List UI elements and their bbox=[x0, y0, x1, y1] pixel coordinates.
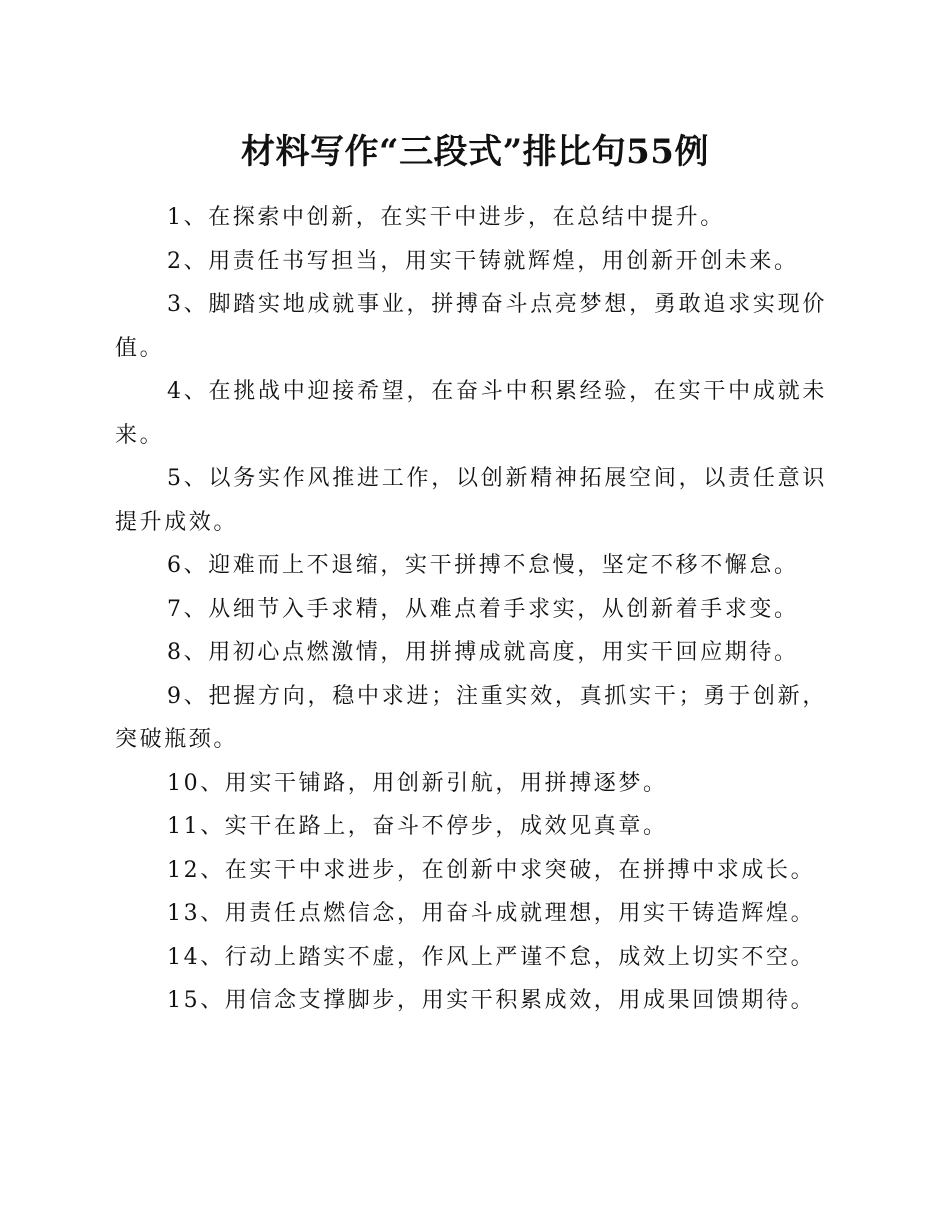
list-item: 5、以务实作风推进工作，以创新精神拓展空间，以责任意识提升成效。 bbox=[115, 466, 827, 535]
document-title: 材料写作“三段式”排比句55例 bbox=[241, 132, 709, 172]
list-item: 8、用初心点燃激情，用拼搏成就高度，用实干回应期待。 bbox=[167, 640, 799, 665]
list-item: 10、用实干铺路，用创新引航，用拼搏逐梦。 bbox=[167, 770, 668, 796]
list-item: 12、在实干中求进步，在创新中求突破，在拼搏中求成长。 bbox=[167, 857, 816, 883]
list-item: 7、从细节入手求精，从难点着手求实，从创新着手求变。 bbox=[167, 596, 799, 622]
list-item: 13、用责任点燃信念，用奋斗成就理想，用实干铸造辉煌。 bbox=[167, 901, 816, 926]
list-item: 15、用信念支撑脚步，用实干积累成效，用成果回馈期待。 bbox=[167, 988, 816, 1013]
list-item: 2、用责任书写担当，用实干铸就辉煌，用创新开创未来。 bbox=[167, 248, 799, 274]
list-item: 3、脚踏实地成就事业，拼搏奋斗点亮梦想，勇敢追求实现价值。 bbox=[115, 292, 827, 361]
list-item: 11、实干在路上，奋斗不停步，成效见真章。 bbox=[167, 814, 668, 839]
list-item: 1、在探索中创新，在实干中进步，在总结中提升。 bbox=[167, 205, 725, 230]
document-body bbox=[115, 196, 827, 1023]
list-item: 6、迎难而上不退缩，实干拼搏不怠慢，坚定不移不懈怠。 bbox=[167, 553, 799, 578]
list-item: 4、在挑战中迎接希望，在奋斗中积累经验，在实干中成就未来。 bbox=[115, 379, 827, 448]
list-item: 14、行动上踏实不虚，作风上严谨不怠，成效上切实不空。 bbox=[167, 944, 816, 970]
list-item: 9、把握方向，稳中求进；注重实效，真抓实干；勇于创新，突破瓶颈。 bbox=[115, 683, 827, 752]
